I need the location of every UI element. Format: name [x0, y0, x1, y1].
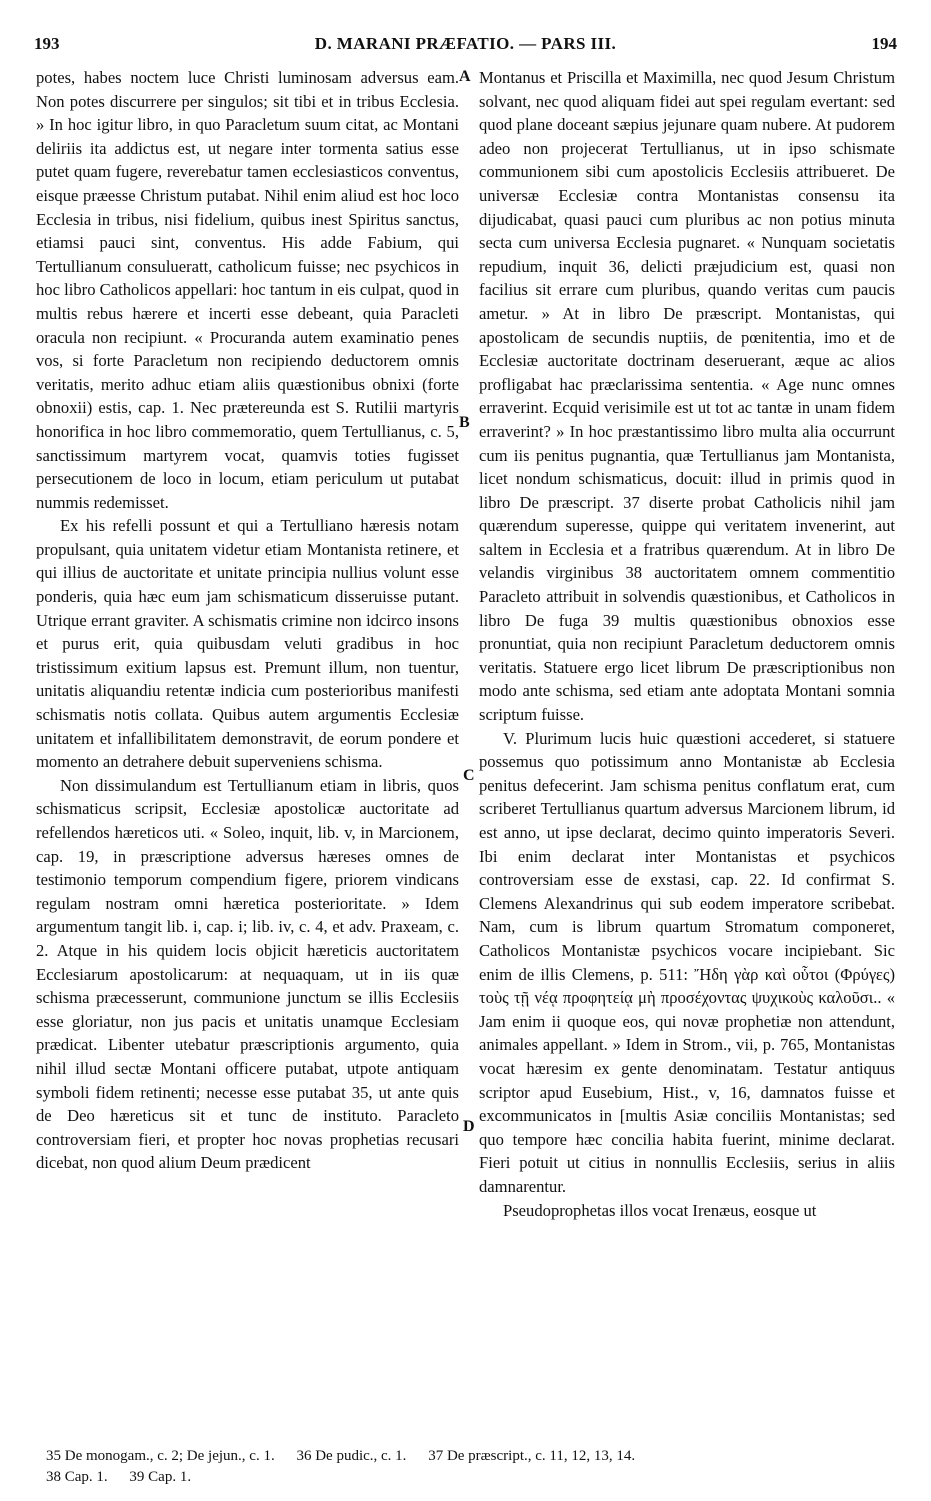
right-paragraph-2: V. Plurimum lucis huic quæstioni accederet, si statuere possemus quo potissimum anno Montanistæ ab Ecclesia penitus defecerint. Jam schisma penitus conflatum erat, cum scriberet Tertullianus quartum adversus Marcionem librum, id est anno, ut ipse declarat, decimo quinto imperatoris Severi. Ibi enim declarat inter Montanistas et psychicos controversiam esse de exstasi, cap. 22. Id confirmat S. Clemens Alexandrinus qui sub eodem imperatore scribebat. Nam, cum is librum quartum Stromatum componeret, Catholicos Montanistæ psychicos vocare incipiebant. Sic enim de illis Clemens, p. 511: Ἤδη γὰρ καὶ οὗτοι (Φρύγες) τοὺς τῇ νέᾳ προφητείᾳ μὴ προσέχοντας ψυχικοὺς καλοῦσι.. « Jam enim ii quoque eos, qui novæ prophetiæ non attendunt, animales appellant. » Idem in Strom., vii, p. 765, Montanistas vocat hæresim ex gente denominatam. Testatur antiquus scriptor apud Eusebium, Hist., v, 16, damnatos fuisse et excommunicatos in [multis Asiæ conciliis Montanistas; sed quo tempore hæc concilia habita fuerint, minime declarat. Fieri potuit ut citius in nonnullis Ecclesiis, serius in aliis damnarentur. — [479, 728, 895, 1196]
footnote-line-1 — [46, 1446, 906, 1467]
footnote-39: 39 Cap. 1. — [129, 1469, 192, 1485]
margin-marker-b: B — [459, 414, 470, 431]
margin-marker-c: C — [463, 767, 475, 784]
left-paragraph-3: Non dissimulandum est Tertullianum etiam in libris, quos schismaticus scripsit, Ecclesiæ apostolicæ auctoritate ad refellendos hæreticos uti. « Soleo, inquit, lib. v, in Marcionem, cap. 19, in præscriptione adversus hæreses omnes de testimonio temporum compendium figere, priorem vindicans regulam nostram omni hæretica posterioritate. » Idem argumentum tangit lib. i, cap. i; lib. iv, c. 4, et adv. Praxeam, c. 2. Atque in his quidem locis objicit hæreticis auctoritatem Ecclesiarum apostolicarum: at nequaquam, ut in iis quæ schisma præcesserunt, communione junctum se illis Ecclesiis esse gloriatur, non jus pacis et unitatis unamque Ecclesiam prædicat. Libenter utebatur præscriptionis argumento, quia nihil illud sectæ Montani officere putabat, utpote antiquam symboli fidem retinenti; necesse esse putabat 35, ut ante quis de Deo hæreticus sit et tunc de instituto. Paracleto controversiam fieri, et propter hoc novas prophetias recusari dicebat, non quod alium Deum prædicent — [36, 775, 459, 1173]
footnote-38: 38 Cap. 1. — [46, 1469, 108, 1485]
footnote-35: 35 De monogam., c. 2; De jejun., c. 1. — [46, 1448, 275, 1464]
right-paragraph-3: Pseudoprophetas illos vocat Irenæus, eosque ut — [503, 1200, 817, 1220]
right-column — [479, 66, 895, 1222]
left-paragraph-2: Ex his refelli possunt et qui a Tertulliano hæresis notam propulsant, quia unitatem videtur etiam Montanista retinere, et qui illius de auctoritate et unitate principia nullius volunt esse ponderis, quia hæc eum jam schismaticum disseruisse putant. Utrique errant graviter. A schismatis crimine non idcirco insons et purus erit, quia quibusdam veluti gradibus in hoc tristissimum exitium lapsus est. Premunt illum, non tuentur, unitatis aliquandiu retentæ indicia cum posterioribus manifesti schismatis notis collata. Quibus autem argumentis Ecclesiæ unitatem et infallibilitatem demonstravit, de eorum pondere et momento an detrahere debuit superveniens schisma. — [36, 516, 459, 772]
page-number-right: 194 — [871, 34, 897, 53]
margin-marker-d: D — [463, 1118, 475, 1135]
footnote-37: 37 De præscript., c. 11, 12, 13, 14. — [428, 1448, 636, 1464]
footnotes — [46, 1446, 906, 1488]
page-header — [0, 34, 931, 58]
footnote-36: 36 De pudic., c. 1. — [296, 1448, 407, 1464]
page-number-left: 193 — [34, 34, 60, 53]
margin-marker-a: A — [459, 68, 471, 85]
right-paragraph-1: Montanus et Priscilla et Maximilla, nec quod Jesum Christum solvant, nec quod aliquam fidei aut spei regulam evertant: sed quod plane doceant sæpius jejunare quam nubere. At pudorem adeo non projecerat Tertullianus, ut in ipso schismate communionem sibi cum apostolicis Ecclesiis attribueret. De universæ Ecclesiæ contra Montanistas consensu ita dijudicabat, quasi pauci cum pluribus ac non potius minuta secta cum universa Ecclesia pugnaret. « Nunquam societatis repudium, inquit 36, delicti præjudicium est, quasi non facilius sit errare cum pluribus, quando veritas cum paucis ametur. » At in libro De præscript. Montanistas, qui apostolicam de secundis nuptiis, de pœnitentia, imo et de Ecclesiæ auctoritate doctrinam deseruerant, æque ac alios profligabat hac præclarissima sententia. « Age nunc omnes erraverint. Ecquid verisimile est ut tot ac tantæ in unam fidem erraverint? » In hoc præstantissimo libro multa alia occurrunt cum iis penitus pugnantia, quæ Tertullianus jam Montanista, licet nondum schismaticus, docuit: illud in primis quod in libro De præscript. 37 diserte probat Catholicis nihil jam quærendum superesse, quippe qui veritatem invenerint, aut saltem in Ecclesia et a fratribus quærendum. At in libro De velandis virginibus 38 auctoritatem omnem commentitio Paracleto attribuit in solvendis quæstionibus, et Catholicos in libro De fuga 39 multis quæstionibus obnoxios esse pronuntiat, quia non recipiunt Paracletum deductorem omnis veritatis. Statuere ergo licet librum De præscriptionibus non modo ante schisma, sed etiam ante adoptata Montani somnia scriptum fuisse. — [479, 68, 895, 725]
left-paragraph-1: potes, habes noctem luce Christi luminosam adversus eam. Non potes discurrere per singulos; sit tibi et in tribus Ecclesia. » In hoc igitur libro, in quo Paracletum suum citat, ac Montani deliriis ita addictus est, ut negare inter tormenta satius esse putet quam fugere, reverebatur tamen ecclesiasticos conventus, eisque præesse Christum putabat. Nihil enim aliud est hoc loco Ecclesia in tribus, nisi fidelium, quibus inest Spiritus sanctus, etiamsi pauci sint, conventus. His adde Fabium, qui Tertullianum consulueratt, catholicum fuisse; nec psychicos in hoc libro Catholicos appellari: hoc tantum in eis culpat, quod in multis rebus hærere et incerti esse debeant, quia Paracleti oracula non recipiunt. « Procuranda autem examinatio penes vos, si forte Paracletum non recipiendo deductorem omnis veritatis, merito adhuc etiam aliis quæstionibus obnixi (forte obnoxii) estis, cap. 1. Nec prætereunda est S. Rutilii martyris honorifica in hoc libro commemoratio, quem Tertullianus, c. 5, sanctissimum martyrem vocat, quamvis toties fugisset persecutionem de loco in locum, etiam periculum ut putabat nummis redemisset. — [36, 68, 459, 512]
running-title: D. MARANI PRÆFATIO. — PARS III. — [314, 34, 617, 53]
left-column — [36, 66, 459, 1175]
footnote-line-2 — [46, 1467, 906, 1488]
